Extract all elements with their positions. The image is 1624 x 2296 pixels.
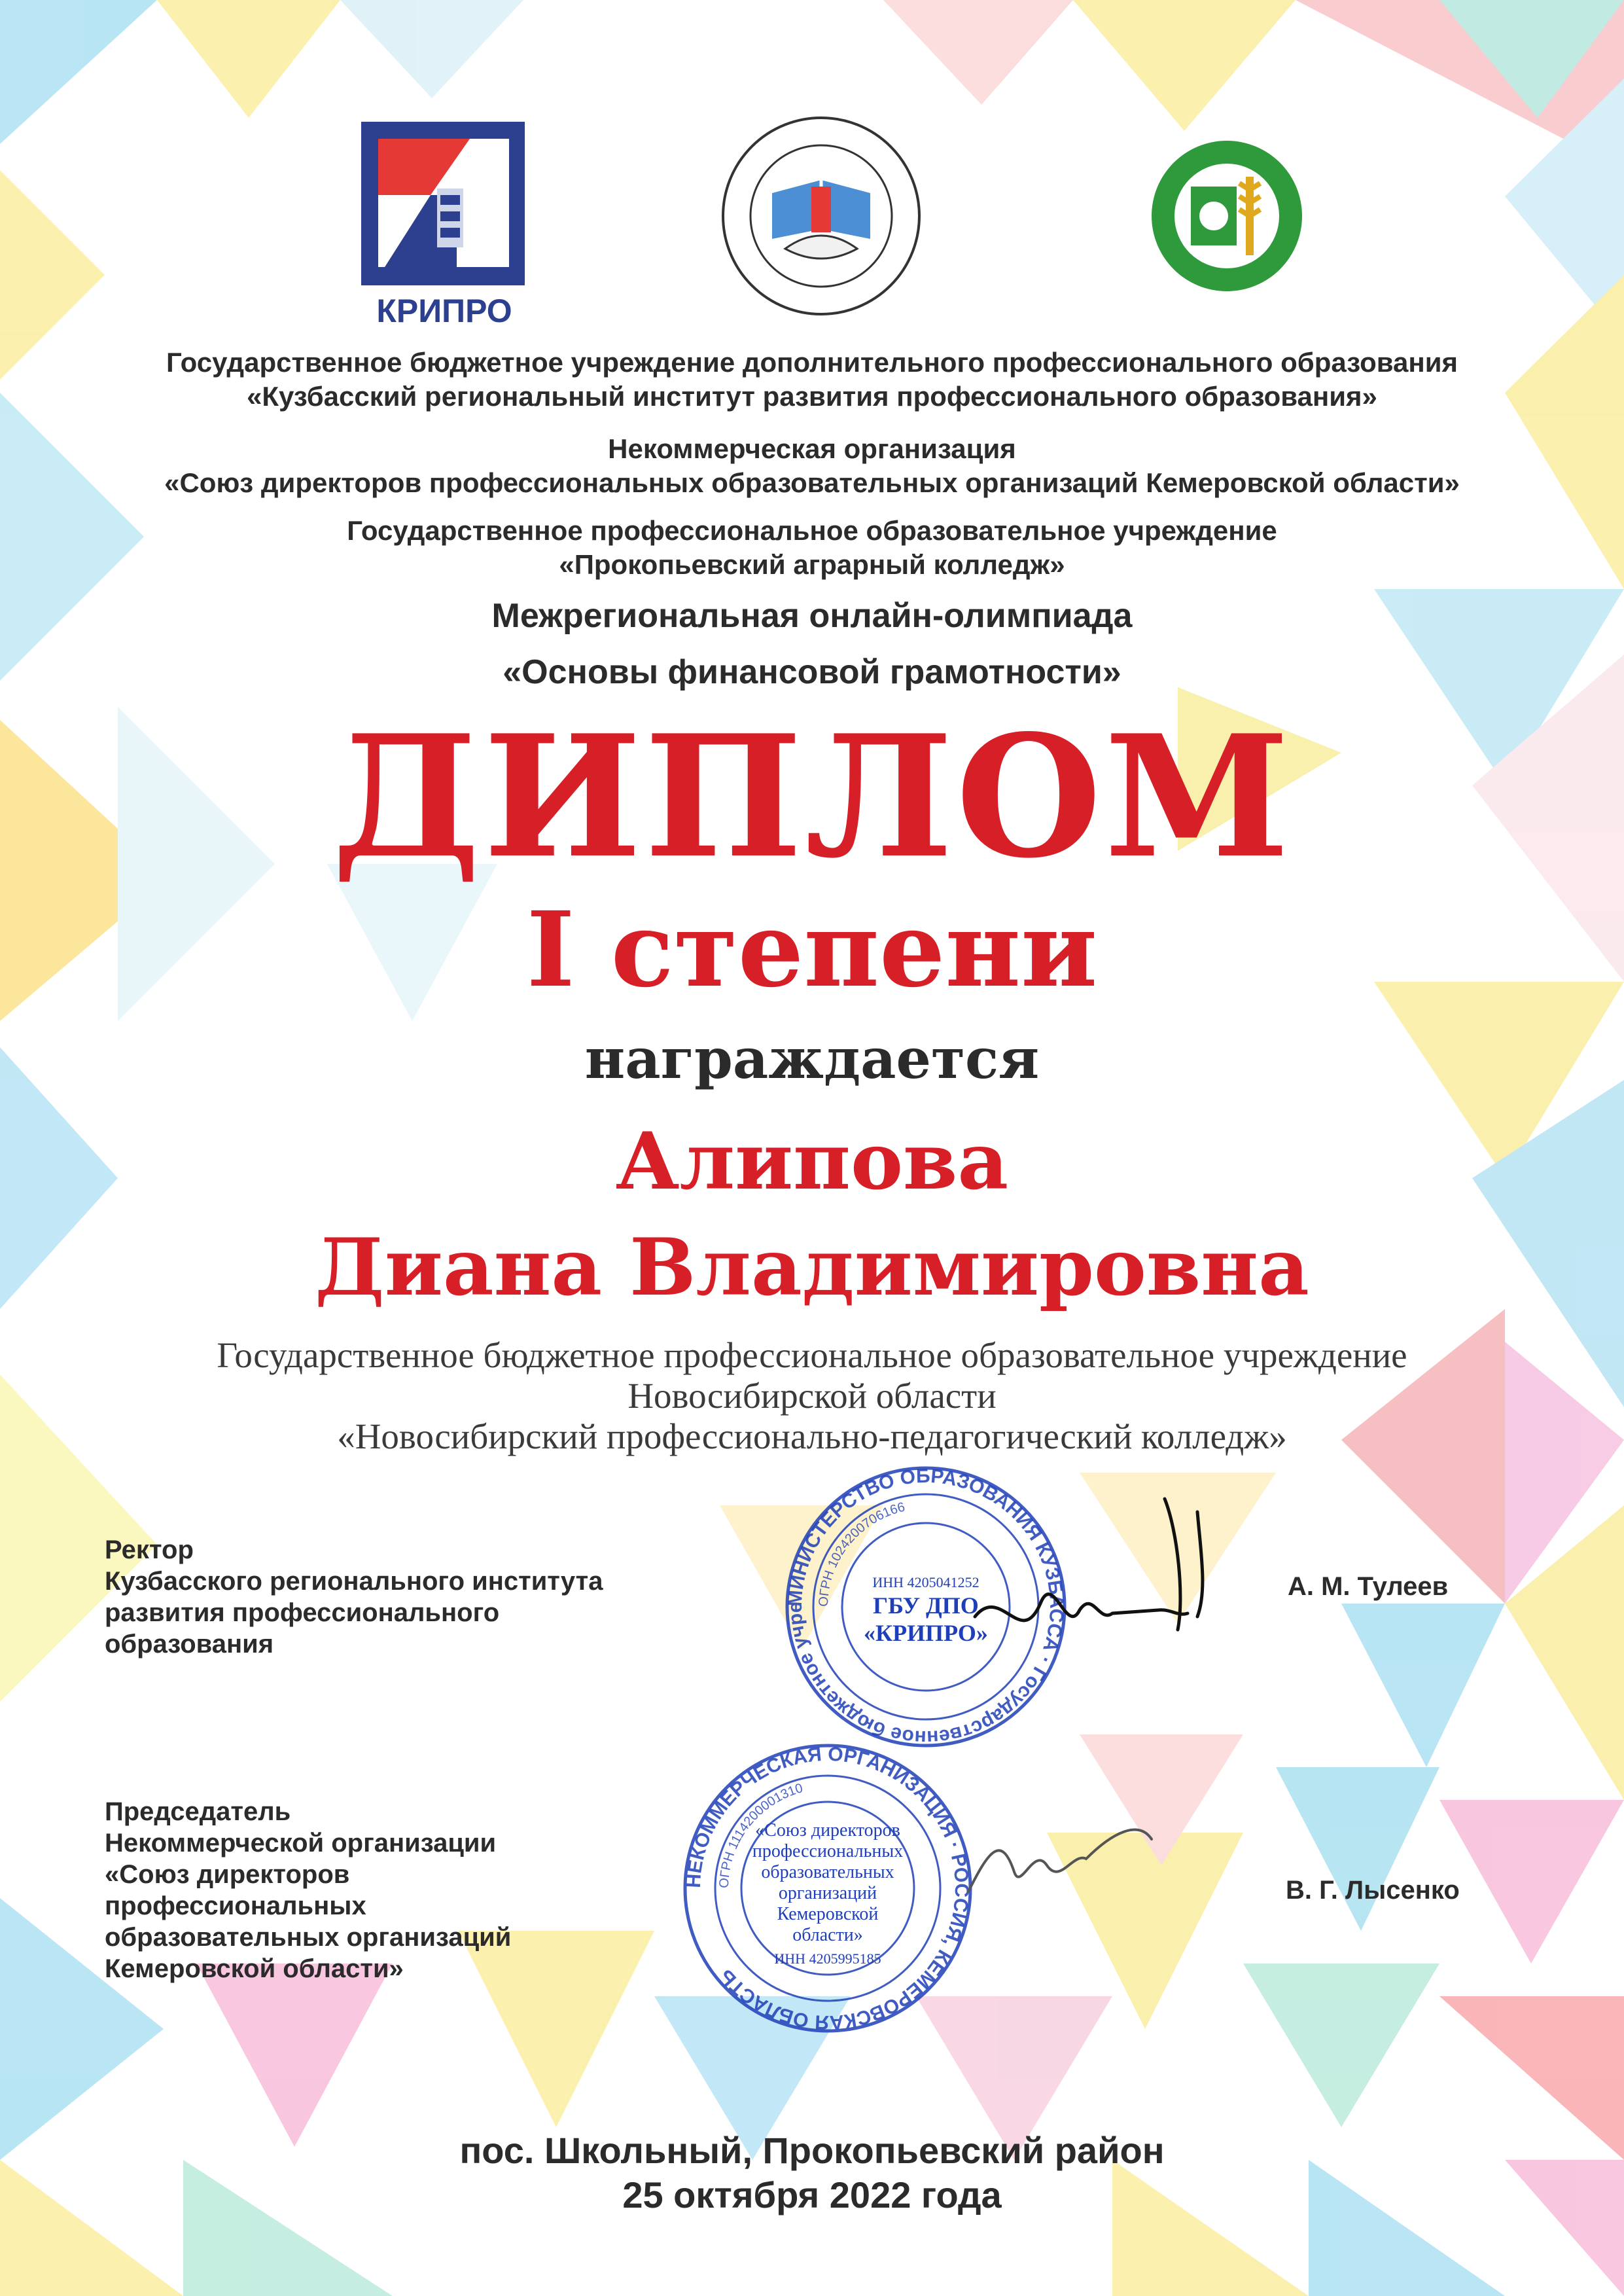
kripro-stamp-ring-text: МИНИСТЕРСТВО ОБРАЗОВАНИЯ КУЗБАССА · Государственное бюджетное учре [784, 1465, 1068, 1749]
rector-role-line4: образования [105, 1630, 274, 1659]
chair-role-line5: образовательных организаций [105, 1923, 512, 1952]
union-stamp [680, 1741, 975, 2036]
signatory-rector-role [105, 1534, 726, 1660]
union-directors-emblem-icon [713, 108, 929, 324]
event-line2: «Основы финансовой грамотности» [503, 653, 1121, 691]
college-emblem-icon [1099, 105, 1354, 340]
union-stamp-inn: ИНН 4205995185 [774, 1950, 881, 1967]
union-stamp-center-line2: профессиональных [752, 1841, 904, 1861]
kripro-stamp-ogrn: ОГРН 1024200706166 [816, 1499, 907, 1607]
kripro-logo-text: КРИПРО [376, 293, 512, 329]
kripro-logo [359, 117, 530, 332]
org-college-line2: «Прокопьевский аграрный колледж» [559, 549, 1065, 580]
signatory-rector-name: А. М. Тулеев [1288, 1572, 1449, 1601]
union-stamp-ring-text: НЕКОММЕРЧЕСКАЯ ОРГАНИЗАЦИЯ · РОССИЯ, КЕМЕРОВСКАЯ ОБЛАСТЬ [682, 1743, 973, 2034]
union-stamp-center-line4: организаций [778, 1883, 877, 1903]
footer-place: пос. Школьный, Прокопьевский район [459, 2130, 1165, 2171]
union-stamp-ogrn: ОГРН 1114200001310 [716, 1781, 805, 1889]
event-title [0, 588, 1624, 700]
org-block-college [0, 514, 1624, 582]
awarded-label: награждается [584, 1026, 1040, 1091]
rector-signature [962, 1486, 1237, 1656]
rector-role-line3: развития профессионального [105, 1598, 500, 1627]
org-kripro-line1: Государственное бюджетное учреждение дополнительного профессионального образования [166, 347, 1458, 378]
org-college-line1: Государственное профессиональное образовательное учреждение [347, 515, 1277, 546]
recipient-institution [0, 1335, 1624, 1457]
recipient-surname: Алипова [615, 1115, 1009, 1208]
institution-line3: «Новосибирский профессионально-педагогический колледж» [337, 1416, 1287, 1456]
org-block-kripro [0, 346, 1624, 414]
chair-signature [955, 1793, 1165, 1924]
signatory-chair-role [105, 1796, 726, 1984]
diploma-title: ДИПЛОМ [332, 699, 1292, 895]
signatory-chair-name: В. Г. Лысенко [1286, 1876, 1460, 1905]
org-union-line2: «Союз директоров профессиональных образовательных организаций Кемеровской области» [164, 467, 1460, 498]
chair-role-line1: Председатель [105, 1797, 291, 1826]
rector-role-line1: Ректор [105, 1535, 194, 1564]
union-stamp-center-line1: «Союз директоров [755, 1820, 900, 1840]
footer-date: 25 октября 2022 года [622, 2174, 1002, 2215]
college-logo [1099, 105, 1354, 340]
institution-line1: Государственное бюджетное профессиональное образовательное учреждение [217, 1335, 1407, 1375]
chair-role-line4: профессиональных [105, 1892, 366, 1920]
union-directors-logo [713, 108, 929, 324]
org-block-union [0, 432, 1624, 500]
union-stamp-center-line5: Кемеровской [777, 1904, 879, 1924]
chair-role-line3: «Союз директоров [105, 1860, 350, 1889]
union-stamp-center-line6: области» [792, 1925, 863, 1945]
chair-role-line2: Некоммерческой организации [105, 1829, 497, 1857]
diploma-degree: I степени [526, 889, 1098, 1011]
institution-line2: Новосибирской области [627, 1376, 997, 1416]
kripro-stamp-inn: ИНН 4205041252 [872, 1574, 980, 1590]
rector-role-line2: Кузбасского регионального института [105, 1567, 603, 1596]
org-kripro-line2: «Кузбасский региональный институт развития профессионального образования» [247, 381, 1377, 412]
recipient-given-name: Диана Владимировна [315, 1221, 1309, 1314]
union-stamp-center-line3: образовательных [761, 1862, 894, 1882]
org-union-line1: Некоммерческая организация [608, 433, 1016, 464]
chair-role-line6: Кемеровской области» [105, 1954, 404, 1983]
union-stamp-icon [680, 1741, 975, 2036]
kripro-stamp-center-line1: ГБУ ДПО [873, 1592, 979, 1619]
event-line1: Межрегиональная онлайн-олимпиада [491, 597, 1133, 635]
kripro-stamp-center-line2: «КРИПРО» [864, 1620, 988, 1646]
footer [0, 2128, 1624, 2217]
